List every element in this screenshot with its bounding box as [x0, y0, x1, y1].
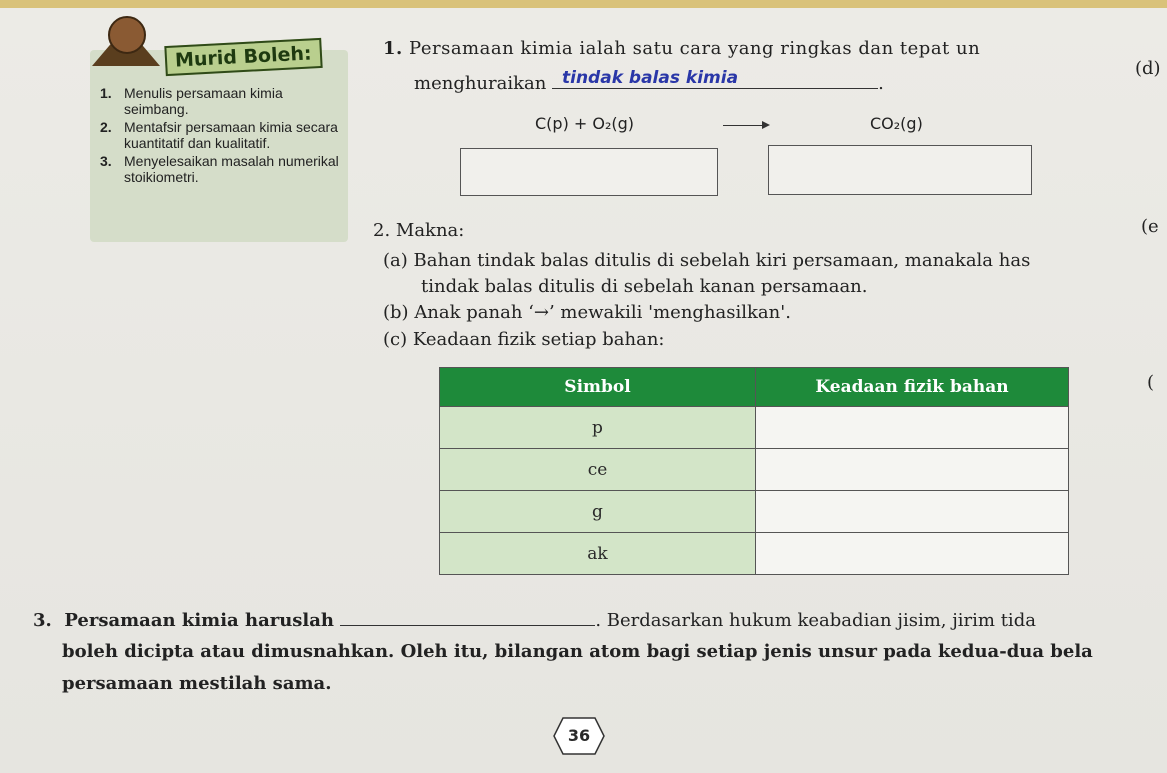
reactants-answer-box[interactable]	[460, 148, 718, 196]
q3-answer-blank[interactable]	[340, 607, 595, 626]
character-head-icon	[108, 16, 146, 54]
state-answer-cell[interactable]	[756, 491, 1069, 533]
q2-heading: 2. Makna:	[373, 220, 465, 241]
physical-state-table	[439, 367, 1069, 575]
q1-line2: menghuraikan .	[414, 70, 884, 94]
q1-handwritten-answer: tindak balas kimia	[562, 68, 739, 88]
q3-line2: boleh dicipta atau dimusnahkan. Oleh itu, bilangan atom bagi setiap jenis unsur pada kedua-dua bela	[62, 641, 1093, 662]
state-answer-cell[interactable]	[756, 449, 1069, 491]
q2-a-line2: tindak balas ditulis di sebelah kanan persamaan.	[421, 276, 868, 297]
q2-c: (c) Keadaan fizik setiap bahan:	[383, 329, 665, 350]
q1-line1: 1. Persamaan kimia ialah satu cara yang ringkas dan tepat un	[383, 38, 981, 59]
margin-label-e: (e	[1141, 216, 1159, 237]
products-answer-box[interactable]	[768, 145, 1032, 195]
state-answer-cell[interactable]	[756, 533, 1069, 575]
margin-label-d: (d)	[1135, 58, 1161, 79]
table-row	[440, 491, 1069, 533]
q2-b: (b) Anak panah ‘→’ mewakili 'menghasilkan'.	[383, 302, 791, 323]
symbol-cell: g	[440, 491, 756, 533]
table-header-row	[440, 368, 1069, 407]
reaction-arrow	[723, 125, 763, 126]
symbol-cell: ce	[440, 449, 756, 491]
col-header-symbol: Simbol	[440, 368, 756, 407]
equation-reactants: C(p) + O₂(g)	[535, 114, 635, 133]
equation-products: CO₂(g)	[870, 114, 923, 133]
table-row	[440, 533, 1069, 575]
table-row	[440, 449, 1069, 491]
margin-paren: (	[1147, 372, 1155, 393]
q3-line1: 3. Persamaan kimia haruslah . Berdasarkan hukum keabadian jisim, jirim tida	[33, 607, 1036, 631]
q3-line3: persamaan mestilah sama.	[62, 673, 332, 694]
table-row	[440, 407, 1069, 449]
state-answer-cell[interactable]	[756, 407, 1069, 449]
symbol-cell: ak	[440, 533, 756, 575]
page-number: 36	[553, 717, 605, 755]
symbol-cell: p	[440, 407, 756, 449]
objective-item: 1. Menulis persamaan kimia seimbang.	[100, 85, 283, 117]
top-color-strip	[0, 0, 1167, 8]
q2-a-line1: (a) Bahan tindak balas ditulis di sebelah kiri persamaan, manakala has	[383, 250, 1031, 271]
col-header-state: Keadaan fizik bahan	[756, 368, 1069, 407]
learning-objectives-title: Murid Boleh:	[165, 42, 335, 72]
reaction-arrow-head	[762, 121, 770, 129]
objective-item: 3. Menyelesaikan masalah numerikal stoikiometri.	[100, 153, 339, 185]
learning-objectives-list	[100, 85, 340, 187]
objective-item: 2. Mentafsir persamaan kimia secara kuantitatif dan kualitatif.	[100, 119, 338, 151]
